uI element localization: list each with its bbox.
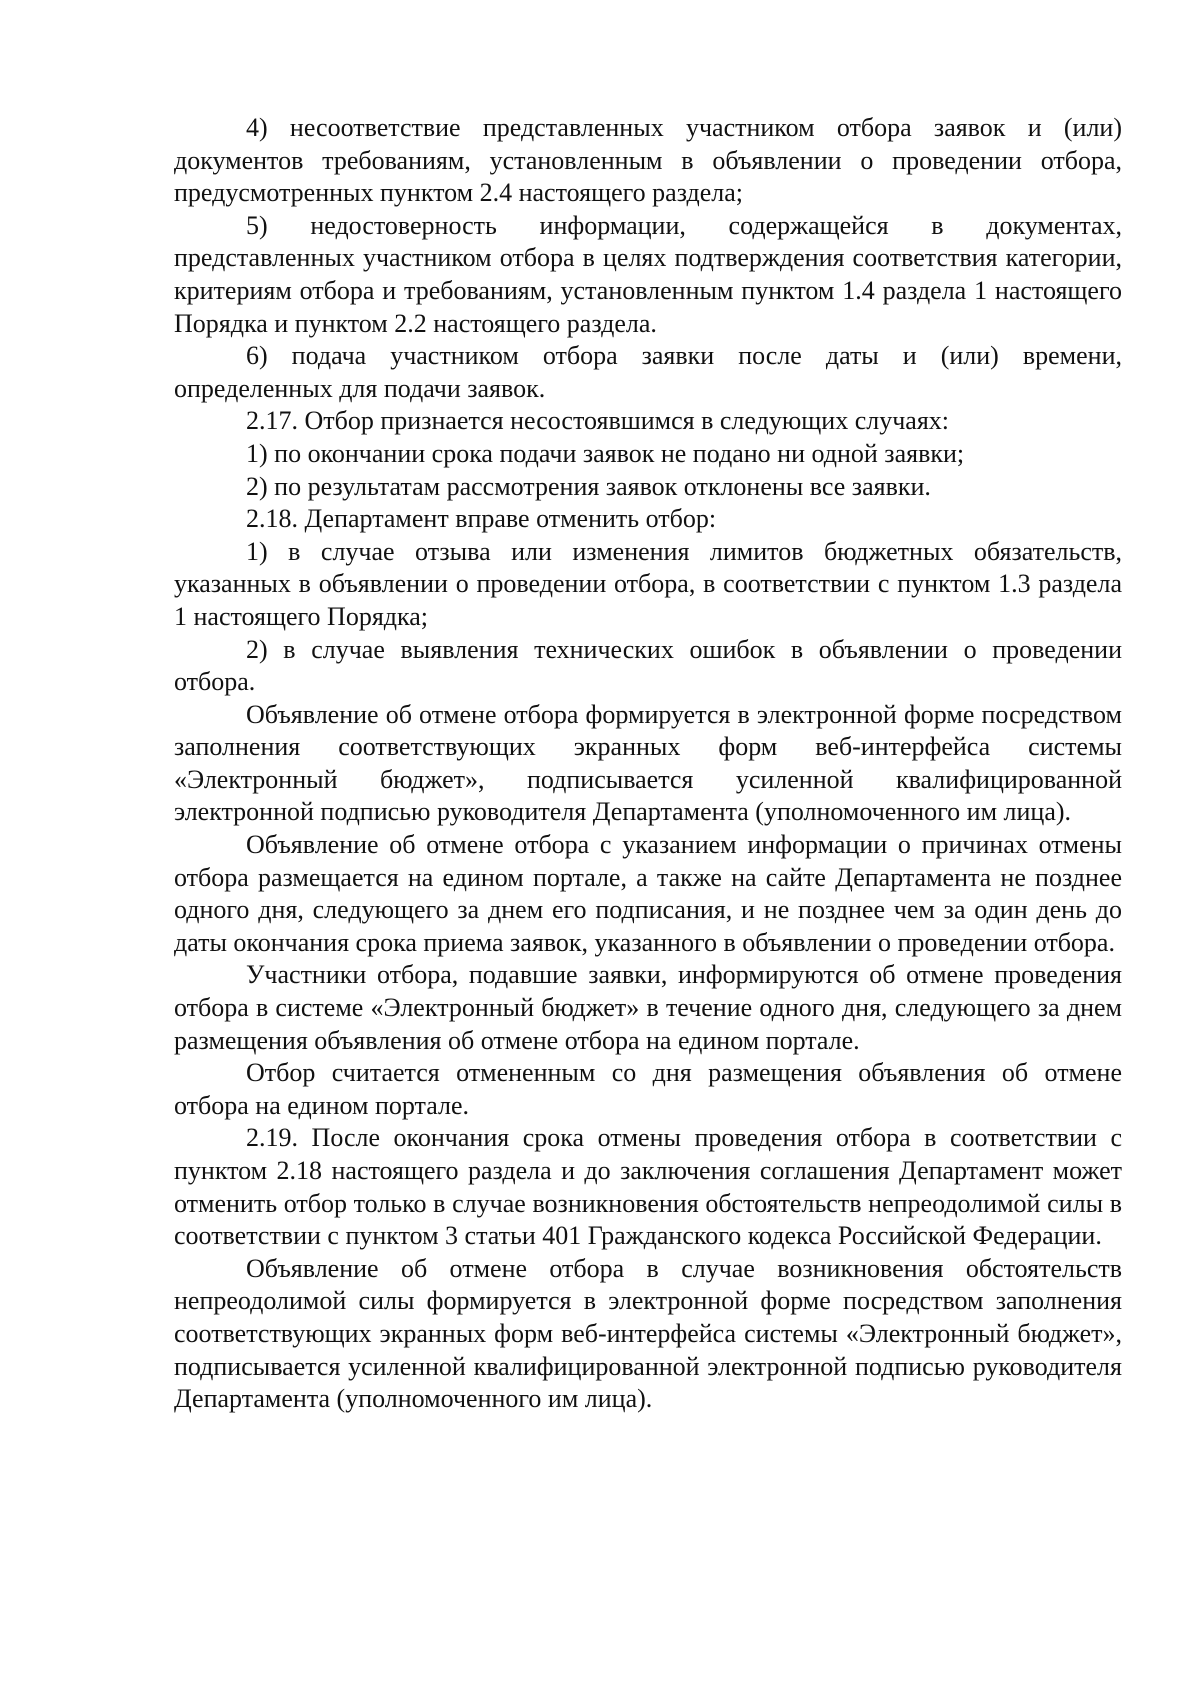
paragraph-item-5: 5) недостоверность информации, содержащейся в документах, представленных участником отбора в целях подтверждения соответствия категории, критериям отбора и требованиям, установленным пунктом 1.4 раздела 1 настоящего Порядка и пунктом 2.2 настоящего раздела. [174, 210, 1122, 338]
paragraph-force-majeure-notice: Объявление об отмене отбора в случае возникновения обстоятельств непреодолимой силы формируется в электронной форме посредством заполнения соответствующих экранных форм веб-интерфейса системы «Электронный бюджет», подписывается усиленной квалифицированной электронной подписью руководителя Департамента (уполномоченного им лица). [174, 1253, 1122, 1414]
paragraph-cancellation-notice: Объявление об отмене отбора формируется в электронной форме посредством заполнения соответствующих экранных форм веб-интерфейса системы «Электронный бюджет», подписывается усиленной квалифицированной электронной подписью руководителя Департамента (уполномоченного им лица). [174, 699, 1122, 827]
paragraph-item-6: 6) подача участником отбора заявки после даты и (или) времени, определенных для подачи заявок. [174, 341, 1122, 403]
document-body [174, 112, 1122, 1416]
paragraph-2-18-item-1: 1) в случае отзыва или изменения лимитов бюджетных обязательств, указанных в объявлении о проведении отбора, в соответствии с пунктом 1.3 раздела 1 настоящего Порядка; [174, 536, 1122, 631]
paragraph-cancellation-publication: Объявление об отмене отбора с указанием информации о причинах отмены отбора размещается на едином портале, а также на сайте Департамента не позднее одного дня, следующего за днем его подписания, и не позднее чем за один день до даты окончания срока приема заявок, указанного в объявлении о проведении отбора. [174, 830, 1122, 957]
paragraph-participants-informed: Участники отбора, подавшие заявки, информируются об отмене проведения отбора в системе «Электронный бюджет» в течение одного дня, следующего за днем размещения объявления об отмене отбора на едином портале. [174, 960, 1122, 1055]
paragraph-2-17-item-1: 1) по окончании срока подачи заявок не подано ни одной заявки; [246, 438, 965, 468]
paragraph-2-19: 2.19. После окончания срока отмены проведения отбора в соответствии с пунктом 2.18 настоящего раздела и до заключения соглашения Департамент может отменить отбор только в случае возникновения обстоятельств непреодолимой силы в соответствии с пунктом 3 статьи 401 Гражданского кодекса Российской Федерации. [174, 1123, 1122, 1251]
paragraph-cancellation-effective: Отбор считается отмененным со дня размещения объявления об отмене отбора на едином портале. [174, 1058, 1122, 1120]
paragraph-2-18: 2.18. Департамент вправе отменить отбор: [246, 504, 717, 534]
paragraph-2-17-item-2: 2) по результатам рассмотрения заявок отклонены все заявки. [246, 471, 931, 501]
paragraph-2-18-item-2: 2) в случае выявления технических ошибок в объявлении о проведении отбора. [174, 634, 1122, 697]
paragraph-2-17: 2.17. Отбор признается несостоявшимся в следующих случаях: [246, 406, 950, 436]
paragraph-item-4: 4) несоответствие представленных участником отбора заявок и (или) документов требованиям, установленным в объявлении о проведении отбора, предусмотренных пунктом 2.4 настоящего раздела; [174, 113, 1122, 208]
